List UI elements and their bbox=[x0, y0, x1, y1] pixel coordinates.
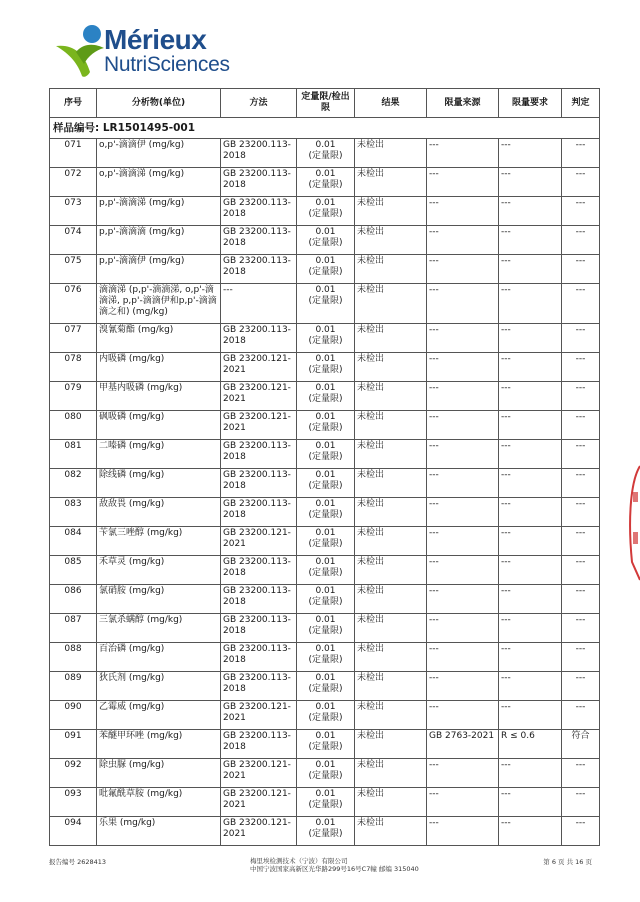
row-analyte: 吡氟酰草胺 (mg/kg) bbox=[97, 788, 221, 817]
row-limit-requirement: --- bbox=[499, 255, 562, 284]
row-no: 091 bbox=[50, 730, 97, 759]
row-verdict: --- bbox=[562, 817, 600, 846]
row-verdict: --- bbox=[562, 759, 600, 788]
row-loq: 0.01 (定量限) bbox=[297, 197, 355, 226]
row-analyte: 氯硝胺 (mg/kg) bbox=[97, 585, 221, 614]
row-limit-requirement: --- bbox=[499, 139, 562, 168]
row-verdict: --- bbox=[562, 585, 600, 614]
row-limit-requirement: --- bbox=[499, 284, 562, 324]
row-result: 未检出 bbox=[355, 585, 427, 614]
seal-stamp-icon bbox=[624, 462, 640, 582]
row-limit-source: --- bbox=[427, 788, 499, 817]
row-analyte: 乙霉威 (mg/kg) bbox=[97, 701, 221, 730]
row-limit-source: --- bbox=[427, 197, 499, 226]
row-analyte: 百治磷 (mg/kg) bbox=[97, 643, 221, 672]
table-header-row bbox=[50, 89, 600, 118]
row-analyte: 溴氰菊酯 (mg/kg) bbox=[97, 324, 221, 353]
row-result: 未检出 bbox=[355, 759, 427, 788]
row-verdict: --- bbox=[562, 353, 600, 382]
row-limit-requirement: --- bbox=[499, 498, 562, 527]
row-limit-requirement: --- bbox=[499, 324, 562, 353]
row-analyte: o,p'-滴滴涕 (mg/kg) bbox=[97, 168, 221, 197]
row-loq: 0.01 (定量限) bbox=[297, 498, 355, 527]
row-limit-requirement: --- bbox=[499, 440, 562, 469]
row-loq: 0.01 (定量限) bbox=[297, 527, 355, 556]
table-row bbox=[50, 469, 600, 498]
row-limit-source: --- bbox=[427, 527, 499, 556]
row-limit-source: --- bbox=[427, 759, 499, 788]
row-limit-source: --- bbox=[427, 324, 499, 353]
row-limit-source: --- bbox=[427, 440, 499, 469]
row-limit-requirement: --- bbox=[499, 353, 562, 382]
row-loq: 0.01 (定量限) bbox=[297, 469, 355, 498]
row-method: GB 23200.121-2021 bbox=[221, 527, 297, 556]
table-row bbox=[50, 498, 600, 527]
row-method: GB 23200.113-2018 bbox=[221, 585, 297, 614]
row-limit-source: --- bbox=[427, 614, 499, 643]
row-result: 未检出 bbox=[355, 817, 427, 846]
row-result: 未检出 bbox=[355, 353, 427, 382]
row-loq: 0.01 (定量限) bbox=[297, 411, 355, 440]
row-analyte: p,p'-滴滴涕 (mg/kg) bbox=[97, 197, 221, 226]
row-limit-requirement: --- bbox=[499, 382, 562, 411]
row-verdict: --- bbox=[562, 382, 600, 411]
row-no: 093 bbox=[50, 788, 97, 817]
brand-name-line1: Mérieux bbox=[104, 24, 207, 55]
table-row bbox=[50, 139, 600, 168]
row-analyte: 乐果 (mg/kg) bbox=[97, 817, 221, 846]
row-no: 085 bbox=[50, 556, 97, 585]
company-name: 梅里埃检测技术（宁波）有限公司 bbox=[250, 857, 348, 865]
table-row bbox=[50, 284, 600, 324]
row-no: 083 bbox=[50, 498, 97, 527]
row-loq: 0.01 (定量限) bbox=[297, 817, 355, 846]
row-verdict: --- bbox=[562, 643, 600, 672]
row-method: GB 23200.113-2018 bbox=[221, 226, 297, 255]
row-limit-requirement: --- bbox=[499, 672, 562, 701]
row-limit-requirement: --- bbox=[499, 614, 562, 643]
table-row bbox=[50, 730, 600, 759]
row-analyte: 苯醚甲环唑 (mg/kg) bbox=[97, 730, 221, 759]
row-loq: 0.01 (定量限) bbox=[297, 788, 355, 817]
row-limit-source: --- bbox=[427, 382, 499, 411]
table-row bbox=[50, 614, 600, 643]
table-row bbox=[50, 585, 600, 614]
row-loq: 0.01 (定量限) bbox=[297, 255, 355, 284]
company-street: 中国宁波国家高新区光华路299号16号C7幢 邮编 315040 bbox=[250, 865, 419, 873]
row-result: 未检出 bbox=[355, 701, 427, 730]
table-row bbox=[50, 411, 600, 440]
row-result: 未检出 bbox=[355, 324, 427, 353]
report-number: 报告编号 2628413 bbox=[49, 858, 107, 866]
table-row bbox=[50, 226, 600, 255]
row-no: 077 bbox=[50, 324, 97, 353]
row-verdict: --- bbox=[562, 168, 600, 197]
brand-name-line2: NutriSciences bbox=[104, 53, 230, 76]
row-no: 094 bbox=[50, 817, 97, 846]
row-method: --- bbox=[221, 284, 297, 324]
row-analyte: p,p'-滴滴伊 (mg/kg) bbox=[97, 255, 221, 284]
row-analyte: 狄氏剂 (mg/kg) bbox=[97, 672, 221, 701]
row-limit-source: --- bbox=[427, 139, 499, 168]
header-limit-requirement: 限量要求 bbox=[499, 89, 562, 118]
row-loq: 0.01 (定量限) bbox=[297, 672, 355, 701]
table-row bbox=[50, 527, 600, 556]
row-analyte: 甲基内吸磷 (mg/kg) bbox=[97, 382, 221, 411]
row-result: 未检出 bbox=[355, 168, 427, 197]
row-no: 084 bbox=[50, 527, 97, 556]
row-analyte: 滴滴涕 (p,p'-滴滴涕, o,p'-滴滴涕, p,p'-滴滴伊和p,p'-滴滴滴之和) (mg/kg) bbox=[97, 284, 221, 324]
row-method: GB 23200.121-2021 bbox=[221, 353, 297, 382]
row-result: 未检出 bbox=[355, 556, 427, 585]
page-number: 第 6 页 共 16 页 bbox=[543, 858, 592, 866]
table-row bbox=[50, 759, 600, 788]
row-method: GB 23200.121-2021 bbox=[221, 701, 297, 730]
row-no: 075 bbox=[50, 255, 97, 284]
row-limit-source: --- bbox=[427, 255, 499, 284]
row-analyte: 苄氯三唑醇 (mg/kg) bbox=[97, 527, 221, 556]
row-verdict: --- bbox=[562, 672, 600, 701]
row-no: 088 bbox=[50, 643, 97, 672]
sample-id: 样品编号: LR1501495-001 bbox=[50, 118, 600, 139]
row-verdict: --- bbox=[562, 556, 600, 585]
table-row bbox=[50, 255, 600, 284]
row-method: GB 23200.113-2018 bbox=[221, 197, 297, 226]
row-no: 072 bbox=[50, 168, 97, 197]
row-analyte: 三氯杀螨醇 (mg/kg) bbox=[97, 614, 221, 643]
table-row bbox=[50, 643, 600, 672]
row-no: 076 bbox=[50, 284, 97, 324]
row-loq: 0.01 (定量限) bbox=[297, 556, 355, 585]
row-loq: 0.01 (定量限) bbox=[297, 139, 355, 168]
row-no: 081 bbox=[50, 440, 97, 469]
row-analyte: 砜吸磷 (mg/kg) bbox=[97, 411, 221, 440]
row-result: 未检出 bbox=[355, 527, 427, 556]
row-limit-requirement: --- bbox=[499, 226, 562, 255]
row-limit-source: --- bbox=[427, 284, 499, 324]
row-result: 未检出 bbox=[355, 672, 427, 701]
row-verdict: --- bbox=[562, 788, 600, 817]
row-result: 未检出 bbox=[355, 498, 427, 527]
row-result: 未检出 bbox=[355, 255, 427, 284]
row-limit-source: --- bbox=[427, 643, 499, 672]
header-loq: 定量限/检出限 bbox=[297, 89, 355, 118]
table-row bbox=[50, 324, 600, 353]
row-limit-source: --- bbox=[427, 469, 499, 498]
row-limit-source: --- bbox=[427, 168, 499, 197]
row-method: GB 23200.113-2018 bbox=[221, 469, 297, 498]
row-limit-requirement: --- bbox=[499, 197, 562, 226]
row-verdict: --- bbox=[562, 527, 600, 556]
row-analyte: 除虫脲 (mg/kg) bbox=[97, 759, 221, 788]
row-loq: 0.01 (定量限) bbox=[297, 226, 355, 255]
row-method: GB 23200.113-2018 bbox=[221, 168, 297, 197]
row-result: 未检出 bbox=[355, 440, 427, 469]
row-limit-source: --- bbox=[427, 556, 499, 585]
row-loq: 0.01 (定量限) bbox=[297, 614, 355, 643]
row-result: 未检出 bbox=[355, 226, 427, 255]
row-method: GB 23200.113-2018 bbox=[221, 672, 297, 701]
row-limit-requirement: --- bbox=[499, 788, 562, 817]
table-row bbox=[50, 353, 600, 382]
row-method: GB 23200.113-2018 bbox=[221, 643, 297, 672]
header-analyte: 分析物(单位) bbox=[97, 89, 221, 118]
header-method: 方法 bbox=[221, 89, 297, 118]
row-verdict: --- bbox=[562, 411, 600, 440]
row-limit-requirement: --- bbox=[499, 411, 562, 440]
row-method: GB 23200.121-2021 bbox=[221, 411, 297, 440]
row-limit-requirement: --- bbox=[499, 643, 562, 672]
row-result: 未检出 bbox=[355, 788, 427, 817]
row-limit-source: --- bbox=[427, 353, 499, 382]
row-no: 079 bbox=[50, 382, 97, 411]
row-method: GB 23200.121-2021 bbox=[221, 382, 297, 411]
row-verdict: --- bbox=[562, 139, 600, 168]
row-result: 未检出 bbox=[355, 411, 427, 440]
table-row bbox=[50, 197, 600, 226]
row-limit-source: --- bbox=[427, 585, 499, 614]
row-verdict: --- bbox=[562, 469, 600, 498]
row-verdict: --- bbox=[562, 498, 600, 527]
row-result: 未检出 bbox=[355, 197, 427, 226]
header-no: 序号 bbox=[50, 89, 97, 118]
row-result: 未检出 bbox=[355, 614, 427, 643]
row-no: 074 bbox=[50, 226, 97, 255]
row-limit-source: --- bbox=[427, 817, 499, 846]
row-method: GB 23200.121-2021 bbox=[221, 788, 297, 817]
row-result: 未检出 bbox=[355, 284, 427, 324]
row-limit-requirement: --- bbox=[499, 469, 562, 498]
row-no: 082 bbox=[50, 469, 97, 498]
row-method: GB 23200.113-2018 bbox=[221, 139, 297, 168]
row-verdict: --- bbox=[562, 284, 600, 324]
row-result: 未检出 bbox=[355, 382, 427, 411]
row-limit-requirement: --- bbox=[499, 585, 562, 614]
row-limit-requirement: --- bbox=[499, 759, 562, 788]
row-analyte: 禾草灵 (mg/kg) bbox=[97, 556, 221, 585]
table-row bbox=[50, 440, 600, 469]
row-no: 092 bbox=[50, 759, 97, 788]
row-result: 未检出 bbox=[355, 643, 427, 672]
row-method: GB 23200.113-2018 bbox=[221, 556, 297, 585]
row-no: 071 bbox=[50, 139, 97, 168]
row-no: 087 bbox=[50, 614, 97, 643]
table-row bbox=[50, 382, 600, 411]
row-loq: 0.01 (定量限) bbox=[297, 759, 355, 788]
row-loq: 0.01 (定量限) bbox=[297, 324, 355, 353]
row-no: 080 bbox=[50, 411, 97, 440]
row-limit-requirement: R ≤ 0.6 bbox=[499, 730, 562, 759]
row-method: GB 23200.113-2018 bbox=[221, 440, 297, 469]
table-row bbox=[50, 817, 600, 846]
row-verdict: --- bbox=[562, 324, 600, 353]
row-verdict: --- bbox=[562, 226, 600, 255]
row-limit-requirement: --- bbox=[499, 527, 562, 556]
table-row bbox=[50, 788, 600, 817]
row-loq: 0.01 (定量限) bbox=[297, 168, 355, 197]
row-limit-requirement: --- bbox=[499, 168, 562, 197]
row-no: 089 bbox=[50, 672, 97, 701]
row-no: 090 bbox=[50, 701, 97, 730]
row-verdict: --- bbox=[562, 614, 600, 643]
table-row bbox=[50, 701, 600, 730]
row-loq: 0.01 (定量限) bbox=[297, 701, 355, 730]
row-method: GB 23200.113-2018 bbox=[221, 498, 297, 527]
row-limit-source: --- bbox=[427, 411, 499, 440]
row-analyte: p,p'-滴滴滴 (mg/kg) bbox=[97, 226, 221, 255]
row-method: GB 23200.113-2018 bbox=[221, 614, 297, 643]
row-analyte: 敌敌畏 (mg/kg) bbox=[97, 498, 221, 527]
table-row bbox=[50, 168, 600, 197]
row-limit-source: --- bbox=[427, 498, 499, 527]
row-result: 未检出 bbox=[355, 139, 427, 168]
row-result: 未检出 bbox=[355, 730, 427, 759]
row-loq: 0.01 (定量限) bbox=[297, 284, 355, 324]
row-no: 073 bbox=[50, 197, 97, 226]
header-result: 结果 bbox=[355, 89, 427, 118]
row-loq: 0.01 (定量限) bbox=[297, 730, 355, 759]
row-method: GB 23200.121-2021 bbox=[221, 759, 297, 788]
row-method: GB 23200.121-2021 bbox=[221, 817, 297, 846]
row-method: GB 23200.113-2018 bbox=[221, 730, 297, 759]
row-limit-source: GB 2763-2021 bbox=[427, 730, 499, 759]
row-loq: 0.01 (定量限) bbox=[297, 440, 355, 469]
row-analyte: 内吸磷 (mg/kg) bbox=[97, 353, 221, 382]
row-analyte: 除线磷 (mg/kg) bbox=[97, 469, 221, 498]
row-verdict: --- bbox=[562, 197, 600, 226]
table-row bbox=[50, 556, 600, 585]
company-address bbox=[250, 857, 430, 873]
row-verdict: --- bbox=[562, 255, 600, 284]
row-analyte: 二嗪磷 (mg/kg) bbox=[97, 440, 221, 469]
row-method: GB 23200.113-2018 bbox=[221, 255, 297, 284]
row-loq: 0.01 (定量限) bbox=[297, 585, 355, 614]
row-limit-requirement: --- bbox=[499, 817, 562, 846]
row-no: 078 bbox=[50, 353, 97, 382]
header-limit-source: 限量来源 bbox=[427, 89, 499, 118]
row-analyte: o,p'-滴滴伊 (mg/kg) bbox=[97, 139, 221, 168]
row-result: 未检出 bbox=[355, 469, 427, 498]
row-loq: 0.01 (定量限) bbox=[297, 643, 355, 672]
row-limit-requirement: --- bbox=[499, 701, 562, 730]
row-no: 086 bbox=[50, 585, 97, 614]
results-table bbox=[49, 88, 600, 846]
row-verdict: 符合 bbox=[562, 730, 600, 759]
table-row bbox=[50, 672, 600, 701]
row-limit-requirement: --- bbox=[499, 556, 562, 585]
row-limit-source: --- bbox=[427, 226, 499, 255]
row-limit-source: --- bbox=[427, 672, 499, 701]
row-limit-source: --- bbox=[427, 701, 499, 730]
sample-id-row bbox=[50, 118, 600, 139]
row-loq: 0.01 (定量限) bbox=[297, 382, 355, 411]
row-method: GB 23200.113-2018 bbox=[221, 324, 297, 353]
row-loq: 0.01 (定量限) bbox=[297, 353, 355, 382]
header-verdict: 判定 bbox=[562, 89, 600, 118]
row-verdict: --- bbox=[562, 440, 600, 469]
row-verdict: --- bbox=[562, 701, 600, 730]
